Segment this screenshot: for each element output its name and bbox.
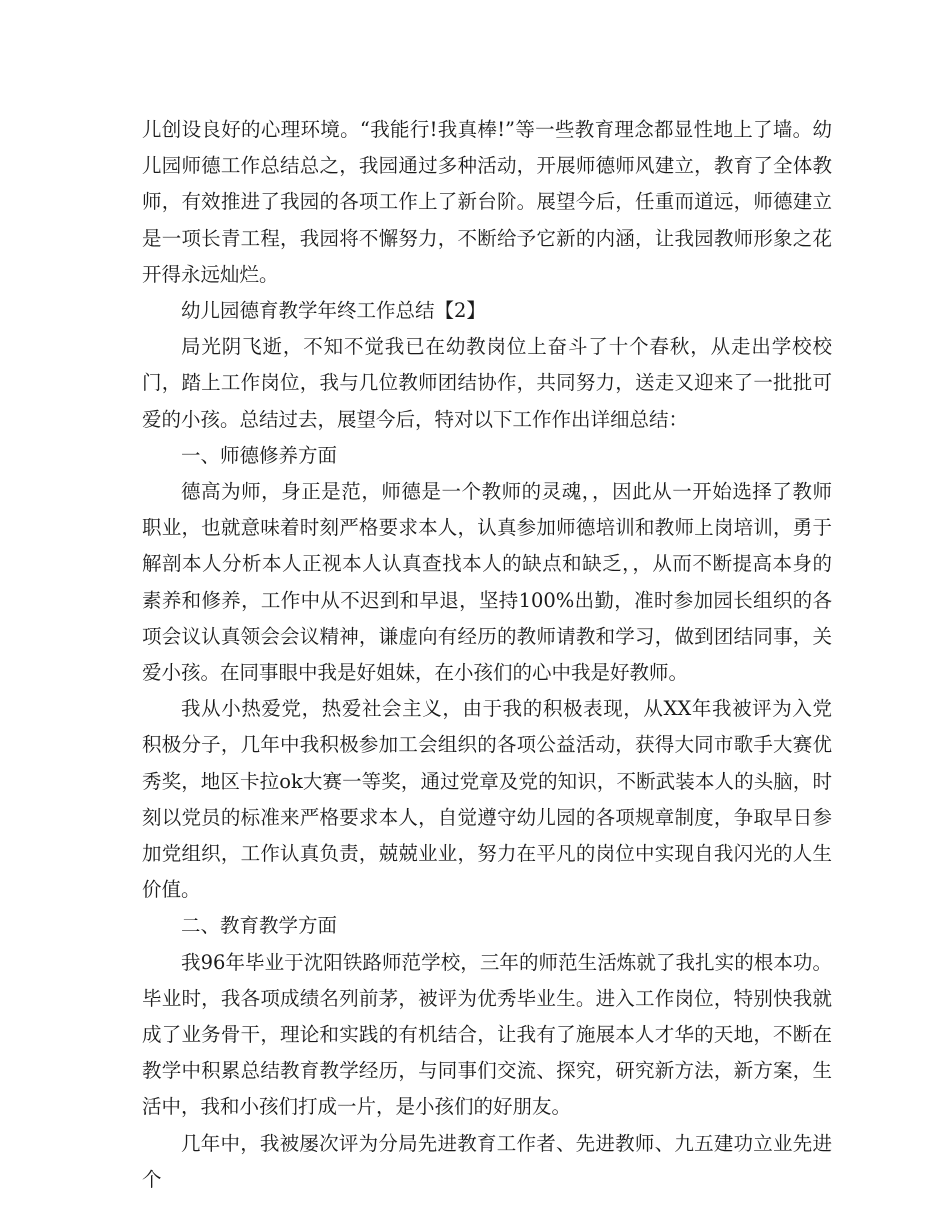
document-body [142,112,832,1198]
paragraph-ethics: 德高为师，身正是范，师德是一个教师的灵魂，，因此从一开始选择了教师职业，也就意味着时刻严格要求本人，认真参加师德培训和教师上岗培训，勇于解剖本人分析本人正视本人认真查找本人的缺点和缺乏，，从而不断提高本身的素养和修养，工作中从不迟到和早退，坚持100%出勤，准时参加园长组织的各项会议认真领会会议精神，谦虚向有经历的教师请教和学习，做到团结同事，关爱小孩。在同事眼中我是好姐妹，在小孩们的心中我是好教师。 [142,480,832,685]
paragraph-awards: 几年中，我被屡次评为分局先进教育工作者、先进教师、九五建功立业先进个 [142,1131,832,1191]
paragraph-party: 我从小热爱党，热爱社会主义，由于我的积极表现，从XX年我被评为入党积极分子，几年中我积极参加工会组织的各项公益活动，获得大同市歌手大赛优秀奖，地区卡拉ok大赛一等奖，通过党章及党的知识，不断武装本人的头脑，时刻以党员的标准来严格要求本人，自觉遵守幼儿园的各项规章制度，争取早日参加党组织，工作认真负责，兢兢业业，努力在平凡的岗位中实现自我闪光的人生价值。 [142,697,832,902]
section-heading-teaching: 二、教育教学方面 [181,914,338,938]
paragraph-continuation: 儿创设良好的心理环境。“我能行!我真棒!”等一些教育理念都显性地上了墙。幼儿园师德工作总结总之，我园通过多种活动，开展师德师风建立，教育了全体教师，有效推进了我园的各项工作上了新台阶。展望今后，任重而道远，师德建立是一项长青工程，我园将不懈努力，不断给予它新的内涵，让我园教师形象之花开得永远灿烂。 [142,118,832,286]
section-heading-ethics: 一、师德修养方面 [181,443,338,467]
paragraph-intro: 局光阴飞逝，不知不觉我已在幼教岗位上奋斗了十个春秋，从走出学校校门，踏上工作岗位，我与几位教师团结协作，共同努力，送走又迎来了一批批可爱的小孩。总结过去，展望今后，特对以下工作作出详细总结： [142,335,832,431]
section-title: 幼儿园德育教学年终工作总结【2】 [181,299,486,323]
paragraph-teaching: 我96年毕业于沈阳铁路师范学校，三年的师范生活炼就了我扎实的根本功。毕业时，我各项成绩名列前茅，被评为优秀毕业生。进入工作岗位，特别快我就成了业务骨干，理论和实践的有机结合，让我有了施展本人才华的天地，不断在教学中积累总结教育教学经历，与同事们交流、探究，研究新方法，新方案，生活中，我和小孩们打成一片，是小孩们的好朋友。 [142,950,832,1119]
